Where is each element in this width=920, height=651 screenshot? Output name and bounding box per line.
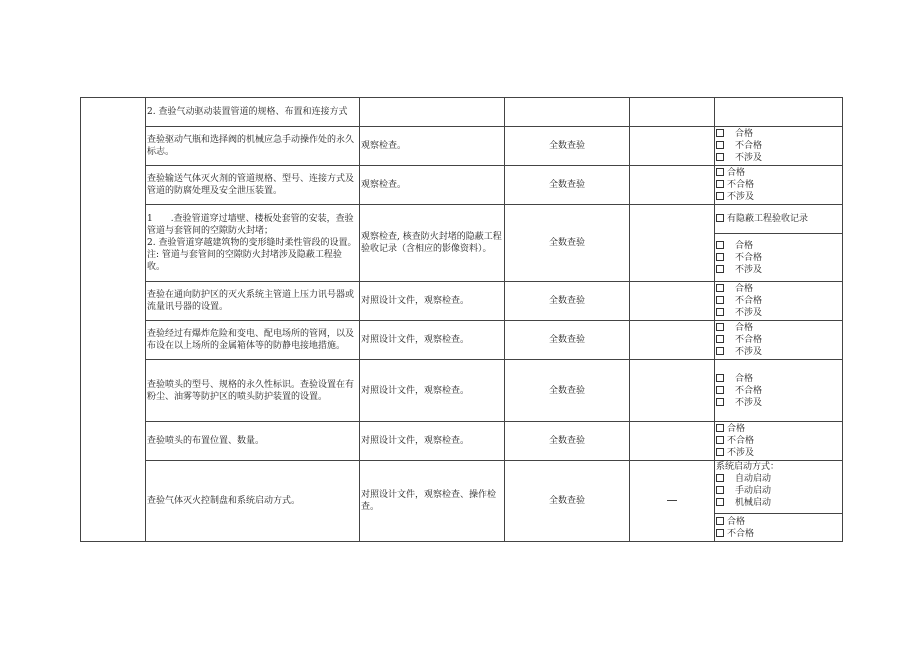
item-cell: 1 .查验管道穿过墙壁、楼板处套管的安装，查验管道与套管间的空隙防火封堵； 2. 查验管道穿越建筑物的变形缝时柔性管段的设置。 注: 管道与套管间的空隙防火封堵涉及隐蔽工程验收。 <box>146 205 360 282</box>
standard-cell <box>630 282 715 321</box>
method-cell: 对照设计文件，观察检查。 <box>360 422 505 461</box>
dash-mark <box>667 500 677 501</box>
quantity-cell: 全数查验 <box>505 461 630 542</box>
checkbox-option[interactable]: 不合格 <box>716 252 841 264</box>
checkbox-icon <box>716 486 724 494</box>
item-cell: 查验气体灭火控制盘和系统启动方式。 <box>146 461 360 542</box>
checkbox-option[interactable]: 不涉及 <box>716 264 841 276</box>
checkbox-option[interactable]: 不合格 <box>716 140 841 152</box>
checkbox-option[interactable]: 合格 <box>716 516 841 528</box>
checkbox-option[interactable]: 合格 <box>716 128 841 140</box>
quantity-cell: 全数查验 <box>505 321 630 360</box>
table-row <box>81 282 843 321</box>
method-cell: 观察检查。 <box>360 127 505 166</box>
checkbox-icon <box>716 436 724 444</box>
table-row <box>81 98 843 127</box>
checkbox-icon <box>716 424 724 432</box>
checkbox-option[interactable]: 合格 <box>716 167 841 179</box>
checkbox-icon <box>716 474 724 482</box>
method-cell: 对照设计文件，观察检查。 <box>360 282 505 321</box>
method-cell: 观察检查, 核查防火封堵的隐蔽工程验收记录（含相应的影像资料）。 <box>360 205 505 282</box>
item-cell: 查验输送气体灭火剂的管道规格、型号、连接方式及管道的防腐处理及安全泄压装置。 <box>146 166 360 205</box>
checkbox-icon <box>716 347 724 355</box>
checkbox-icon <box>716 308 724 316</box>
checkbox-option[interactable]: 合格 <box>716 283 841 295</box>
result-cell <box>715 321 843 360</box>
checkbox-icon <box>716 168 724 176</box>
item-cell: 查验喷头的布置位置、数量。 <box>146 422 360 461</box>
table-row <box>81 166 843 205</box>
standard-cell <box>630 321 715 360</box>
standard-cell <box>630 205 715 282</box>
checkbox-option[interactable]: 不涉及 <box>716 191 841 203</box>
checkbox-icon <box>716 284 724 292</box>
checkbox-icon <box>716 180 724 188</box>
checkbox-icon <box>716 448 724 456</box>
table-row <box>81 422 843 461</box>
checkbox-icon <box>716 498 724 506</box>
checkbox-option[interactable]: 自动启动 <box>716 473 841 485</box>
start-mode-cell <box>715 461 843 514</box>
checkbox-option[interactable]: 不合格 <box>716 334 841 346</box>
result-cell <box>715 166 843 205</box>
standard-cell <box>630 422 715 461</box>
checkbox-icon <box>716 253 724 261</box>
quantity-cell: 全数查验 <box>505 422 630 461</box>
checkbox-option[interactable]: 不涉及 <box>716 152 841 164</box>
checkbox-option[interactable]: 机械启动 <box>716 497 841 509</box>
checkbox-option[interactable]: 有隐蔽工程验收记录 <box>716 213 841 225</box>
quantity-cell: 全数查验 <box>505 282 630 321</box>
item-cell: 查验在通向防护区的灭火系统主管道上压力讯号器或流量讯号器的设置。 <box>146 282 360 321</box>
table-row <box>81 461 843 514</box>
checkbox-icon <box>716 517 724 525</box>
result-cell <box>715 98 843 127</box>
table-row <box>81 360 843 422</box>
checkbox-icon <box>716 398 724 406</box>
checkbox-option[interactable]: 合格 <box>716 373 841 385</box>
checkbox-option[interactable]: 不涉及 <box>716 397 841 409</box>
checkbox-icon <box>716 141 724 149</box>
checkbox-icon <box>716 265 724 273</box>
quantity-cell: 全数查验 <box>505 205 630 282</box>
quantity-cell: 全数查验 <box>505 127 630 166</box>
method-cell: 对照设计文件，观察检查、操作检查。 <box>360 461 505 542</box>
record-cell <box>715 205 843 234</box>
checkbox-option[interactable]: 不涉及 <box>716 346 841 358</box>
checkbox-icon <box>716 153 724 161</box>
checkbox-icon <box>716 335 724 343</box>
item-cell: 查验驱动气瓶和选择阀的机械应急手动操作处的永久标志。 <box>146 127 360 166</box>
checkbox-option[interactable]: 不合格 <box>716 179 841 191</box>
standard-cell <box>630 98 715 127</box>
method-cell <box>360 98 505 127</box>
standard-cell <box>630 127 715 166</box>
category-cell <box>81 98 146 542</box>
quantity-cell: 全数查验 <box>505 360 630 422</box>
method-cell: 对照设计文件，观察检查。 <box>360 321 505 360</box>
standard-cell <box>630 360 715 422</box>
item-cell: 查验经过有爆炸危险和变电、配电场所的管网，以及布设在以上场所的金属箱体等的防静电接地措施。 <box>146 321 360 360</box>
table-row <box>81 205 843 234</box>
inspection-table <box>80 97 842 542</box>
checkbox-icon <box>716 323 724 331</box>
checkbox-icon <box>716 214 724 222</box>
checkbox-icon <box>716 129 724 137</box>
checkbox-option[interactable]: 不合格 <box>716 528 841 540</box>
start-mode-label: 系统启动方式： <box>716 462 780 472</box>
item-cell: 查验喷头的型号、规格的永久性标识。查验设置在有粉尘、油雾等防护区的喷头防护装置的设置。 <box>146 360 360 422</box>
result-cell <box>715 422 843 461</box>
checkbox-option[interactable]: 不合格 <box>716 295 841 307</box>
checkbox-icon <box>716 241 724 249</box>
checkbox-icon <box>716 386 724 394</box>
checkbox-option[interactable]: 合格 <box>716 423 841 435</box>
method-cell: 对照设计文件，观察检查。 <box>360 360 505 422</box>
method-cell: 观察检查。 <box>360 166 505 205</box>
table-row <box>81 127 843 166</box>
checkbox-option[interactable]: 不合格 <box>716 385 841 397</box>
checkbox-option[interactable]: 不涉及 <box>716 307 841 319</box>
result-cell <box>715 514 843 542</box>
standard-cell <box>630 461 715 542</box>
quantity-cell: 全数查验 <box>505 166 630 205</box>
standard-cell <box>630 166 715 205</box>
result-cell <box>715 127 843 166</box>
checkbox-option[interactable]: 不合格 <box>716 435 841 447</box>
checkbox-icon <box>716 374 724 382</box>
checkbox-option[interactable]: 合格 <box>716 240 841 252</box>
result-cell <box>715 234 843 282</box>
quantity-cell <box>505 98 630 127</box>
item-cell: 2. 查验气动驱动装置管道的规格、布置和连接方式 <box>146 98 360 127</box>
checkbox-option[interactable]: 手动启动 <box>716 485 841 497</box>
result-cell <box>715 360 843 422</box>
table-row <box>81 321 843 360</box>
checkbox-icon <box>716 529 724 537</box>
checkbox-option[interactable]: 不涉及 <box>716 447 841 459</box>
checkbox-icon <box>716 296 724 304</box>
checkbox-icon <box>716 192 724 200</box>
result-cell <box>715 282 843 321</box>
checkbox-option[interactable]: 合格 <box>716 322 841 334</box>
